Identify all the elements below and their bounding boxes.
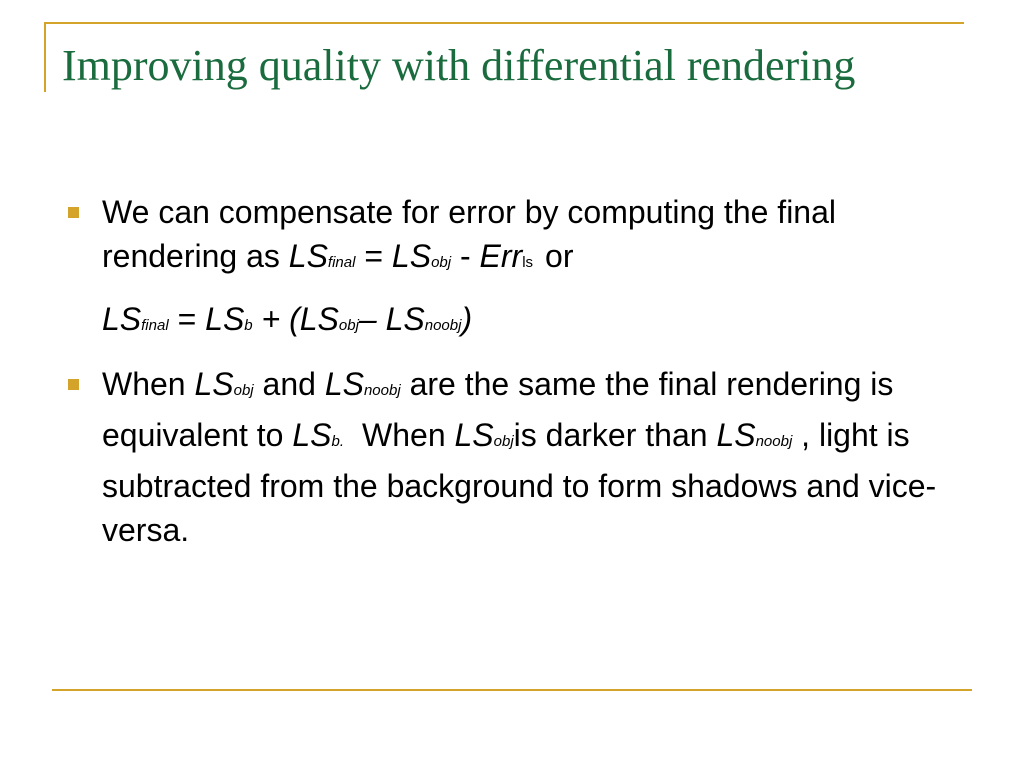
bottom-rule: [52, 689, 972, 691]
subscript-final: final: [327, 254, 356, 271]
subscript-obj: obj: [431, 254, 452, 271]
subscript-noobj: noobj: [363, 382, 401, 399]
formula-plus-paren: + (: [252, 301, 300, 337]
formula-err: Err: [479, 238, 523, 274]
subscript-ls: ls: [522, 254, 534, 271]
formula-dash: –: [358, 301, 386, 337]
formula-minus: -: [451, 238, 480, 274]
formula-ls: LS: [102, 301, 142, 337]
subscript-obj: obj: [233, 382, 254, 399]
subscript-b: b.: [331, 433, 345, 450]
bullet-2-text: is darker than: [513, 417, 717, 453]
formula-close-paren: ): [461, 301, 473, 337]
subscript-noobj: noobj: [755, 433, 793, 450]
subscript-b: b: [244, 317, 253, 334]
formula-ls: LS: [385, 301, 425, 337]
formula-ls: LS: [391, 238, 432, 274]
slide-body: [62, 190, 962, 552]
left-rule: [44, 22, 46, 92]
slide-title: Improving quality with differential rendering: [62, 41, 856, 90]
square-bullet-icon: [68, 207, 79, 218]
formula-ls: LS: [194, 366, 234, 402]
formula-ls: LS: [205, 301, 245, 337]
bullet-item-1: [62, 190, 962, 285]
bullet-1-text: We can compensate for error by computing the final rendering as: [102, 194, 836, 274]
formula-equals: =: [168, 301, 206, 337]
subscript-final: final: [141, 317, 169, 334]
subscript-obj: obj: [338, 317, 359, 334]
formula-ls: LS: [716, 417, 756, 453]
formula-equals: =: [355, 238, 392, 274]
formula-ls: LS: [288, 238, 328, 274]
top-rule: [44, 22, 964, 24]
formula-or: or: [545, 238, 574, 274]
formula-ls: LS: [292, 417, 332, 453]
subscript-noobj: noobj: [424, 317, 462, 334]
bullet-1-formula-line: [62, 297, 962, 348]
square-bullet-icon: [68, 379, 79, 390]
formula-ls: LS: [324, 366, 364, 402]
formula-ls: LS: [454, 417, 494, 453]
bullet-2-text: are the same the final rendering is equivalent to: [102, 366, 894, 453]
bullet-item-2: [62, 362, 962, 552]
bullet-2-text: When: [102, 366, 195, 402]
bullet-2-text: , light is subtracted from the background to form shadows and vice-versa.: [102, 417, 937, 548]
formula-ls: LS: [299, 301, 339, 337]
bullet-2-text: and: [253, 366, 325, 402]
bullet-2-text: When: [362, 417, 455, 453]
subscript-obj: obj: [493, 433, 514, 450]
